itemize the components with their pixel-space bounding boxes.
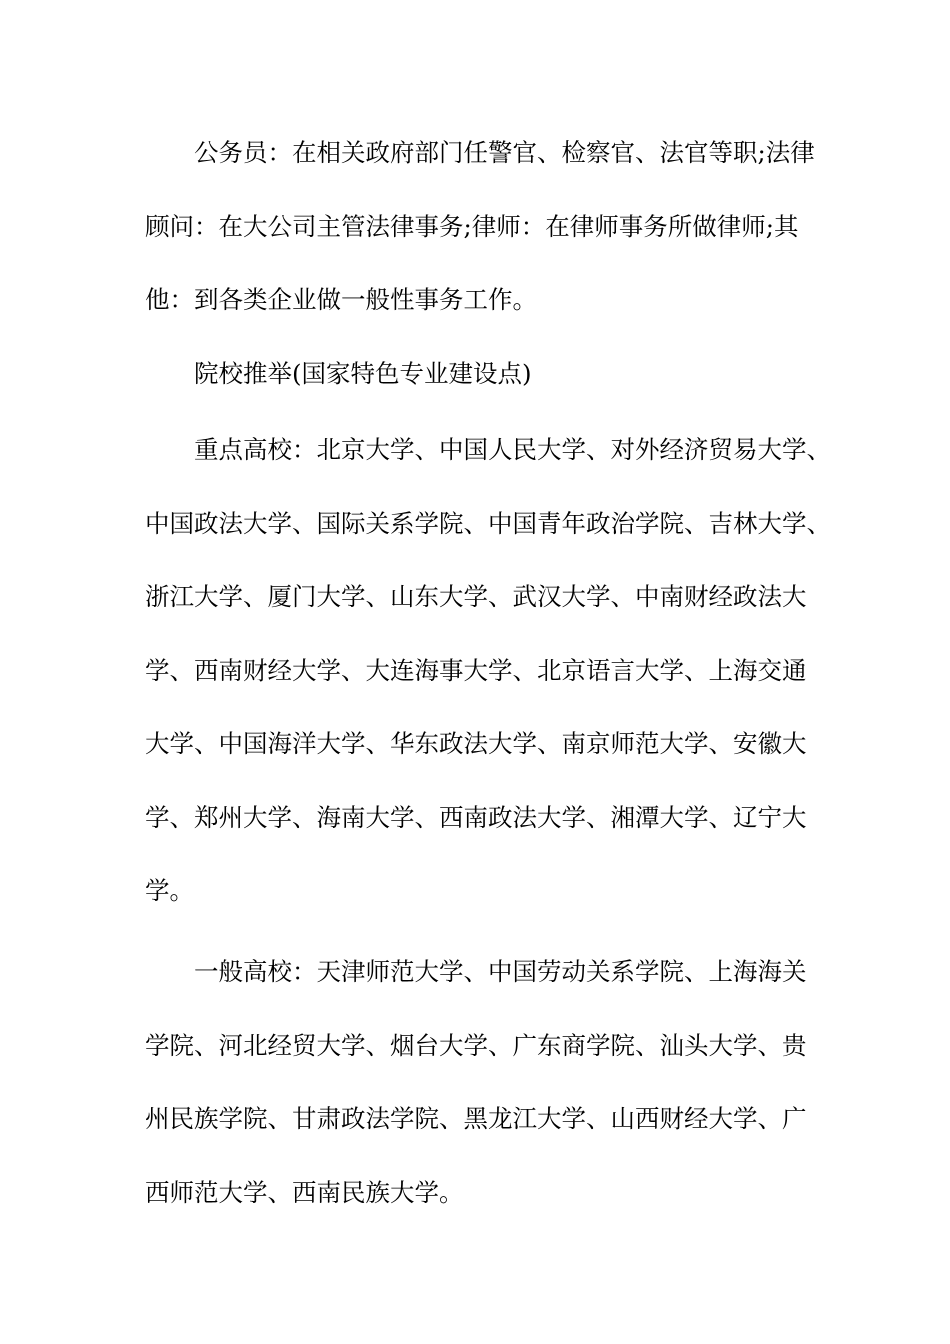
paragraph-recommend-heading [145, 337, 825, 411]
text-line: 顾问：在大公司主管法律事务;律师：在律师事务所做律师;其 [145, 211, 799, 241]
text-line: 浙江大学、厦门大学、山东大学、武汉大学、中南财经政法大 [145, 582, 807, 611]
text-line: 他：到各类企业做一般性事务工作。 [145, 285, 537, 314]
paragraph-key-universities [145, 413, 831, 928]
text-line: 学。 [145, 876, 194, 905]
text-line: 学、西南财经大学、大连海事大学、北京语言大学、上海交通 [145, 655, 807, 685]
text-line: 公务员：在相关政府部门任警官、检察官、法官等职;法律 [194, 138, 815, 167]
text-line: 大学、中国海洋大学、华东政法大学、南京师范大学、安徽大 [145, 729, 807, 758]
section-heading: 院校推举(国家特色专业建设点) [194, 359, 532, 388]
text-line: 学、郑州大学、海南大学、西南政法大学、湘潭大学、辽宁大 [145, 802, 807, 832]
text-line: 州民族学院、甘肃政法学院、黑龙江大学、山西财经大学、广 [145, 1104, 807, 1133]
text-line: 中国政法大学、国际关系学院、中国青年政治学院、吉林大学、 [145, 508, 831, 538]
text-line: 学院、河北经贸大学、烟台大学、广东商学院、汕头大学、贵 [145, 1030, 807, 1060]
text-line: 一般高校：天津师范大学、中国劳动关系学院、上海海关 [194, 957, 807, 986]
paragraph-general-universities [145, 935, 825, 1229]
text-line: 重点高校：北京大学、中国人民大学、对外经济贸易大学、 [194, 435, 831, 464]
paragraph-careers [145, 116, 825, 337]
text-line: 西师范大学、西南民族大学。 [145, 1177, 464, 1207]
